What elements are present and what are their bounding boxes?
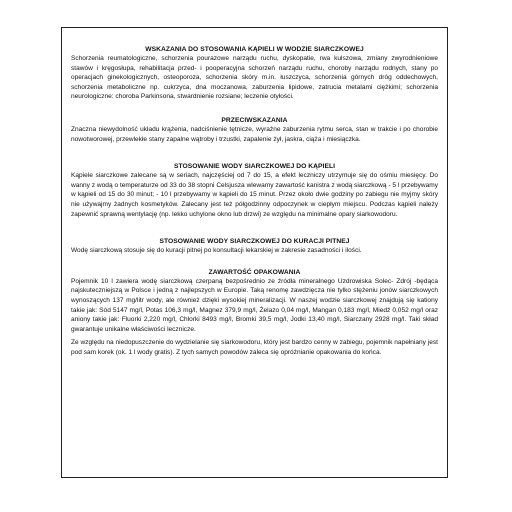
- section-indications: [71, 46, 438, 102]
- section-heading: STOSOWANIE WODY SIARCZKOWEJ DO KĄPIELI: [173, 163, 336, 171]
- section-heading: STOSOWANIE WODY SIARCZKOWEJ DO KURACJI PITNEJ: [159, 238, 350, 246]
- section-package-contents: [71, 269, 438, 358]
- section-heading: ZAWARTOŚĆ OPAKOWANIA: [208, 268, 301, 276]
- section-body: Schorzenia reumatologiczne, schorzenia pourazowe narządu ruchu, dyskopatie, rwa kulszowa, zmiany zwyrodnieniowe stawów i kręgosłupa, rehabilitacja przed- i pooperacyjna schorzeń narządu ruchu, choroby narządu rodnych, stany po operacjach ginekologicznych, osteoporoza, schorzenia skóry m.in. łuszczyca, schorzenia górnych dróg oddechowych, schorzenia metaboliczne np. cukrzyca, dna moczanowa, zaburzenia lipidowe, zatrucia metalami ciężkimi; schorzenia neurologiczne: choroba Parkinsona, stwardnienie rozsiane; leczenie otyłości.: [71, 55, 438, 101]
- section-note: Ze względu na niedopuszczenie do wydzielanie się siarkowodoru, który jest bardzo cenny w zabiegu, pojemnik napełniany jest pod sam korek (ok. 1 l wody gratis). Z tych samych powodów zaleca się opróżnianie opakowania do końca.: [71, 339, 438, 356]
- section-bath-usage: [71, 163, 438, 219]
- section-heading: WSKAZANIA DO STOSOWANIA KĄPIELI W WODZIE SIARCZKOWEJ: [145, 46, 364, 53]
- section-contraindications: [71, 117, 438, 144]
- leaflet-page: [61, 27, 448, 478]
- section-body: Pojemnik 10 l zawiera wodę siarczkową czerpaną bezpośrednio ze źródła mineralnego Uzdrowiska Solec- Zdrój -będąca najskuteczniejszą w Polsce i jedną z najlepszych w Europie. Taką renomę zawdzięcza nie tylko stężeniu jonów siarczkowych wynoszących 137 mg/litr wody, ale również dzięki wysokiej mineralizacji. W naszej wodzie siarczkowej znajdują się kationy takie jak: Sód 5147 mg/l, Potas 106,3 mg/l, Magnez 379,9 mg/l, Żelazo 0,04 mg/l, Mangan 0,183 mg/l, Miedź 0,052 mg/l oraz aniony takie jak: Fluorki 2,220 mg/l, Chlorki 8493 mg/l, Bromki 39,5 mg/l, Jodki 13,40 mg/l, Siarczany 2928 mg/l. Taki skład gwarantuje unikalne właściwości lecznicze.: [71, 277, 438, 333]
- section-heading: PRZECIWSKAZANIA: [221, 116, 288, 124]
- section-body: Kąpiele siarczkowe zalecane są w seriach, najczęściej od 7 do 15, a efekt leczniczy utrzymuje się do ośmiu miesięcy. Do wanny z wodą o temperaturze od 33 do 38 stopni Celsjusza wlewamy zawartość kanistra z wodą siarczkową - 5 l przebywamy w kąpieli od 15 do 30 minut; - 10 l przebywamy w kąpieli do 15 minut. Przez około dwie godziny po zabiegu nie myjmy skóry nie używajmy żadnych kosmetyków. Zalecany jest też półgodzinny odpoczynek w ciepłym miejscu. Podczas kąpieli należy zapewnić sprawną wentylację (np. lekko uchylone okno lub drzwi) ze względu na minimalne opary siarkowodoru.: [71, 172, 438, 218]
- section-body: Wodę siarczkową stosuje się do kuracji pitnej po konsultacji lekarskiej w zakresie zasadności i ilości.: [71, 247, 362, 255]
- section-drinking-usage: [71, 238, 438, 256]
- section-body: Znaczna niewydolność układu krążenia, nadciśnienie tętnicze, wyraźne zaburzenia rytmu serca, stan w trakcie i po chorobie nowotworowej, przewlekłe stany zapalne wątroby i trzustki, zapalenie żył, jaskra, ciąża i miesiączka.: [71, 125, 438, 143]
